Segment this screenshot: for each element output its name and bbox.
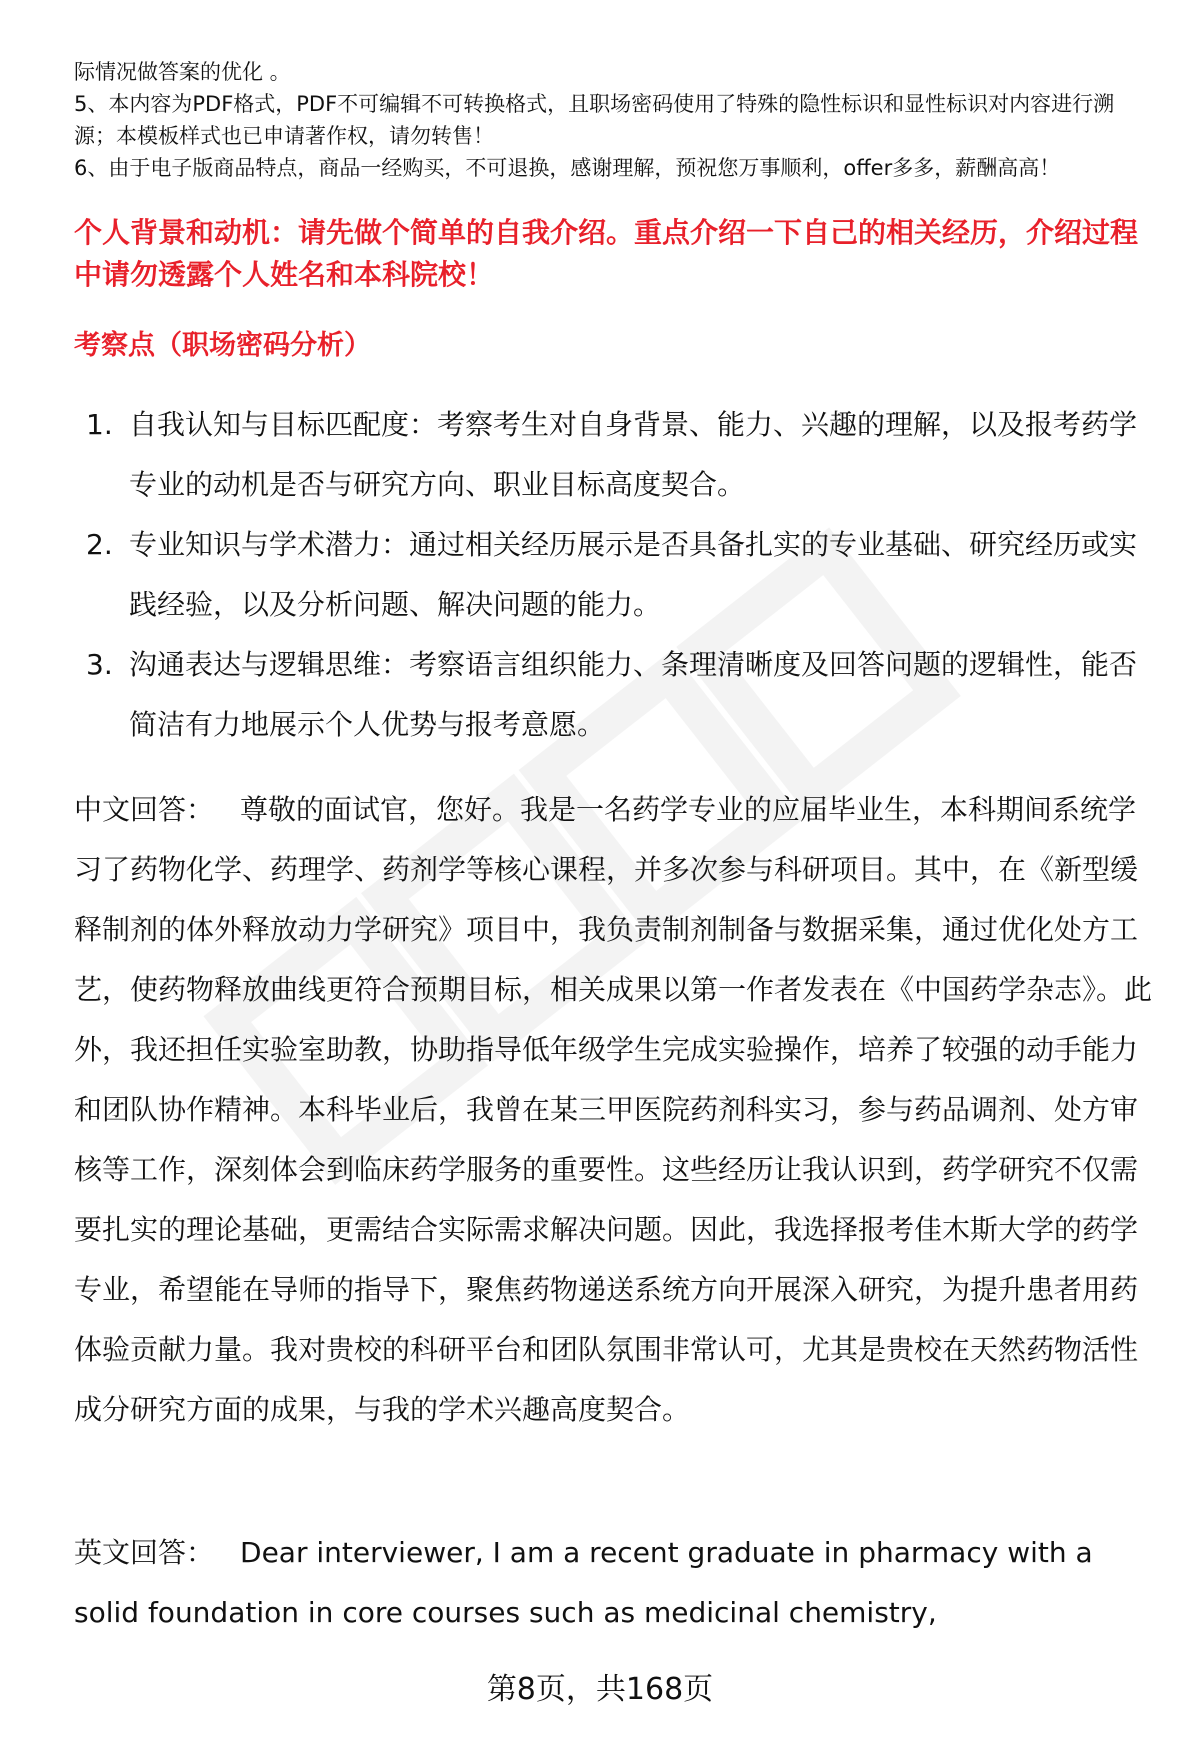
point-text: 沟通表达与逻辑思维：考察语言组织能力、条理清晰度及回答问题的逻辑性，能否简洁有力地展示个人优势与报考意愿。 — [129, 648, 1138, 741]
point-number: 3. — [86, 648, 113, 681]
chinese-answer-text: 尊敬的面试官，您好。我是一名药学专业的应届毕业生，本科期间系统学习了药物化学、药理学、药剂学等核心课程，并多次参与科研项目。其中，在《新型缓释制剂的体外释放动力学研究》项目中，我负责制剂制备与数据采集，通过优化处方工艺，使药物释放曲线更符合预期目标，相关成果以第一作者发表在《中国药学杂志》。此外，我还担任实验室助教，协助指导低年级学生完成实验操作，培养了较强的动手能力和团队协作精神。本科毕业后，我曾在某三甲医院药剂科实习，参与药品调剂、处方审核等工作，深刻体会到临床药学服务的重要性。这些经历让我认识到，药学研究不仅需要扎实的理论基础，更需结合实际需求解决问题。因此，我选择报考佳木斯大学的药学专业，希望能在导师的指导下，聚焦药物递送系统方向开展深入研究，为提升患者用药体验贡献力量。我对贵校的科研平台和团队氛围非常认可，尤其是贵校在天然药物活性成分研究方面的成果，与我的学术兴趣高度契合。 — [74, 793, 1153, 1426]
english-answer-text: Dear interviewer, I am a recent graduate in pharmacy with a solid foundation in core courses such as medicinal chemistry, — [74, 1536, 1093, 1629]
analysis-point — [74, 635, 1154, 755]
analysis-point — [74, 395, 1154, 515]
point-text: 专业知识与学术潜力：通过相关经历展示是否具备扎实的专业基础、研究经历或实践经验，以及分析问题、解决问题的能力。 — [129, 528, 1138, 621]
intro-notes — [74, 56, 1154, 184]
english-answer-label: 英文回答： — [74, 1536, 215, 1569]
english-answer — [74, 1523, 1154, 1643]
intro-line: 际情况做答案的优化 。 — [74, 60, 291, 84]
point-number: 2. — [86, 528, 113, 561]
chinese-answer-label: 中文回答： — [74, 793, 215, 826]
analysis-point — [74, 515, 1154, 635]
point-text: 自我认知与目标匹配度：考察考生对自身背景、能力、兴趣的理解，以及报考药学专业的动机是否与研究方向、职业目标高度契合。 — [129, 408, 1138, 501]
point-number: 1. — [86, 408, 113, 441]
analysis-points — [74, 395, 1154, 755]
chinese-answer — [74, 780, 1154, 1440]
page-number: 第8页，共168页 — [486, 1672, 714, 1707]
intro-line: 6、由于电子版商品特点，商品一经购买，不可退换，感谢理解，预祝您万事顺利，offer多多，薪酬高高！ — [74, 156, 1061, 180]
question-heading: 个人背景和动机：请先做个简单的自我介绍。重点介绍一下自己的相关经历，介绍过程中请勿透露个人姓名和本科院校！ — [74, 216, 1139, 291]
intro-line: 5、本内容为PDF格式，PDF不可编辑不可转换格式，且职场密码使用了特殊的隐性标识和显性标识对内容进行溯源；本模板样式也已申请著作权，请勿转售！ — [74, 92, 1115, 148]
analysis-heading: 考察点（职场密码分析） — [74, 330, 371, 361]
